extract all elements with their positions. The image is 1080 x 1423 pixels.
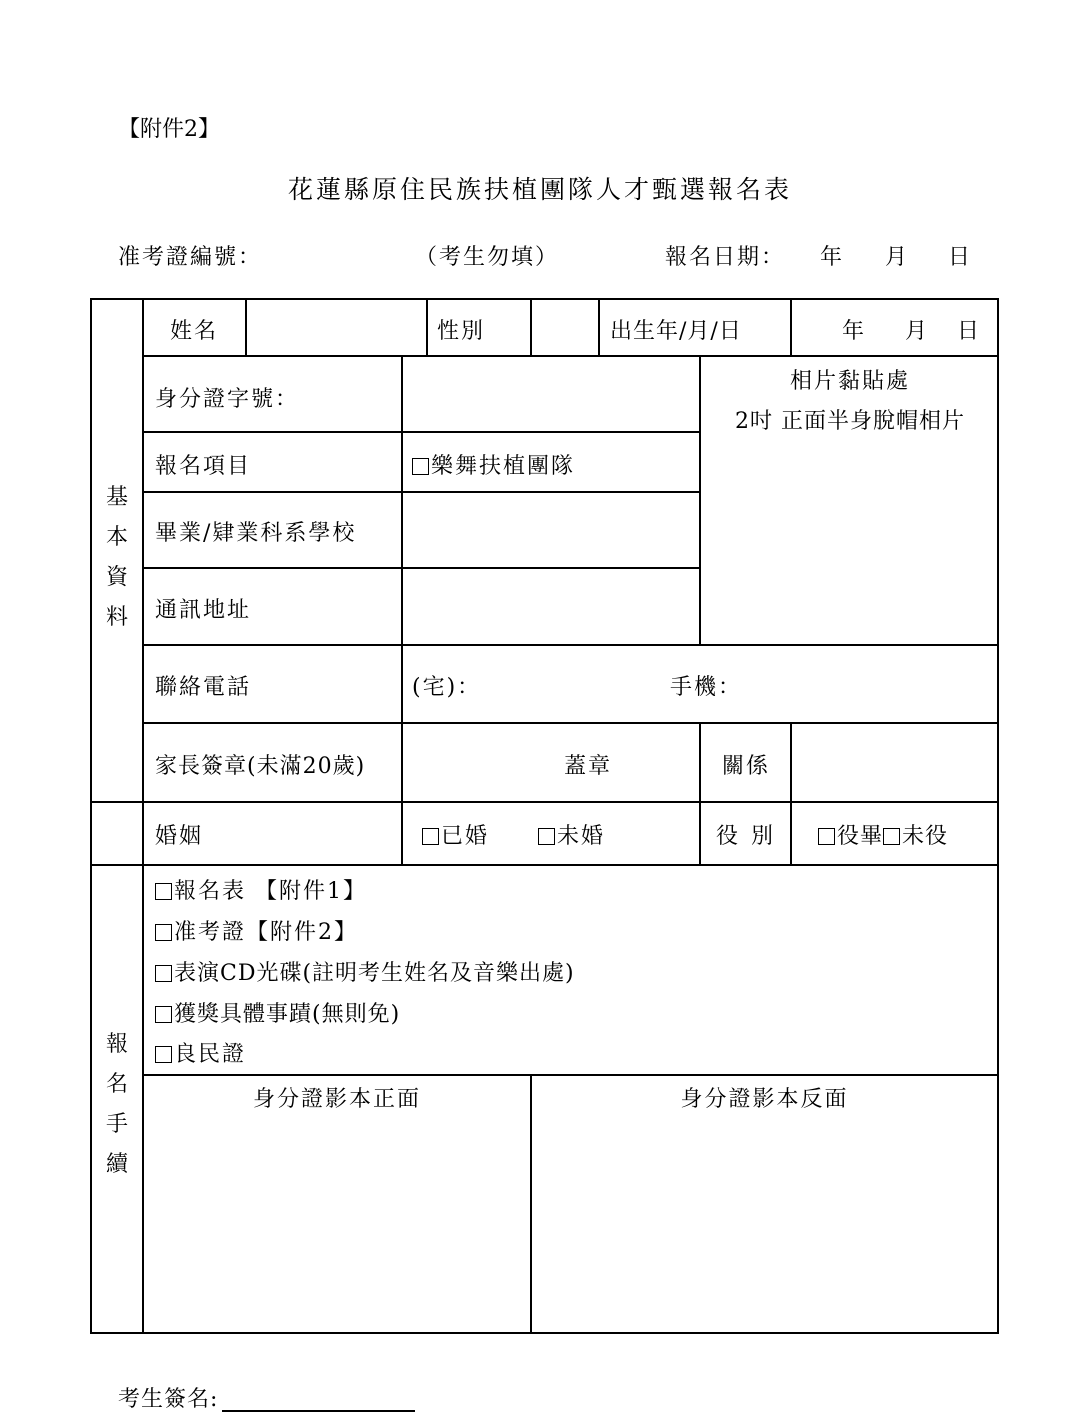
col-line <box>530 298 532 356</box>
col-line <box>699 722 701 865</box>
apply-date-label: 報名日期： <box>665 245 786 270</box>
section-char: 續 <box>105 1152 128 1177</box>
photo-placeholder-spec: 2吋 正面半身脫帽相片 <box>735 409 965 434</box>
checkbox[interactable] <box>883 828 900 845</box>
attachment-tag: 【附件2】 <box>118 117 220 142</box>
checkbox[interactable] <box>155 1046 172 1063</box>
table-border-bottom <box>90 1332 999 1334</box>
married-label: 已婚 <box>441 824 490 849</box>
col-line <box>598 298 600 356</box>
phone-label: 聯絡電話 <box>155 675 252 700</box>
address-field[interactable] <box>405 571 695 641</box>
section-char: 報 <box>105 1032 128 1057</box>
checklist-item[interactable] <box>155 1043 246 1067</box>
id-copy-back-area[interactable] <box>536 1120 993 1328</box>
checklist-item[interactable] <box>155 921 358 945</box>
table-border-right <box>997 298 999 1334</box>
name-label: 姓名 <box>170 319 219 344</box>
birth-month[interactable]: 月 <box>905 319 930 344</box>
table-border-top <box>90 298 999 300</box>
col-line <box>426 298 428 356</box>
mobile-phone-label: 手機： <box>670 675 743 700</box>
checklist-item-label: 良民證 <box>174 1042 247 1067</box>
checkbox[interactable] <box>412 458 429 475</box>
section-char: 本 <box>105 525 128 550</box>
id-copy-front-area[interactable] <box>146 1120 526 1328</box>
relation-label: 關係 <box>722 754 771 779</box>
checklist-item-label: 表演CD光碟(註明考生姓名及音樂出處) <box>174 961 575 986</box>
signature-label: 考生簽名: <box>118 1387 219 1412</box>
apply-item-option-label: 樂舞扶植團隊 <box>431 454 576 479</box>
home-phone-label: (宅)： <box>412 675 482 700</box>
col-line <box>245 298 247 356</box>
id-number-label: 身分證字號： <box>155 387 300 412</box>
school-field[interactable] <box>405 495 695 563</box>
unmarried-label: 未婚 <box>557 824 606 849</box>
unmarried-option[interactable] <box>538 825 605 849</box>
checklist-item-label: 報名表 【附件1】 <box>174 879 367 904</box>
birth-day: 日 <box>957 319 982 344</box>
checklist-item-label: 獲獎具體事蹟(無則免) <box>174 1002 401 1027</box>
section-char: 料 <box>105 605 128 630</box>
military-options <box>818 825 948 849</box>
apply-date-year: 年 <box>820 245 845 270</box>
checklist-item-label: 准考證【附件2】 <box>174 920 358 945</box>
signature-line[interactable] <box>222 1410 415 1412</box>
parent-signature-label: 家長簽章(未滿20歲) <box>155 754 366 779</box>
served-label: 役畢 <box>837 824 884 849</box>
apply-date-day: 日 <box>948 245 973 270</box>
col-line <box>530 1074 532 1334</box>
school-label: 畢業/肄業科系學校 <box>155 521 357 546</box>
page-title: 花蓮縣原住民族扶植團隊人才甄選報名表 <box>287 175 792 204</box>
row-line <box>142 1074 999 1076</box>
birth-year[interactable]: 年 <box>842 319 867 344</box>
col-line <box>790 722 792 865</box>
checkbox[interactable] <box>155 1006 172 1023</box>
marriage-label: 婚姻 <box>155 824 204 849</box>
apply-item-label: 報名項目 <box>155 454 252 479</box>
id-number-field[interactable] <box>405 359 695 427</box>
row-line <box>142 431 700 433</box>
row-line <box>142 355 999 357</box>
row-line <box>142 722 999 724</box>
photo-placeholder-title: 相片黏貼處 <box>789 369 910 394</box>
checklist-item[interactable] <box>155 880 367 904</box>
section-char: 資 <box>105 565 128 590</box>
col-line <box>699 355 701 645</box>
checklist-item[interactable] <box>155 1003 400 1027</box>
section-char: 基 <box>105 485 128 510</box>
gender-field[interactable] <box>534 302 594 352</box>
checkbox[interactable] <box>422 828 439 845</box>
address-label: 通訊地址 <box>155 598 252 623</box>
checkbox[interactable] <box>155 883 172 900</box>
row-line <box>142 567 700 569</box>
not-served-label: 未役 <box>902 824 949 849</box>
checkbox[interactable] <box>155 924 172 941</box>
military-service-label: 役 別 <box>716 824 776 849</box>
checkbox[interactable] <box>818 828 835 845</box>
col-line <box>790 298 792 356</box>
married-option[interactable] <box>422 825 489 849</box>
exam-number-label: 准考證編號： <box>118 245 263 270</box>
section-procedure-label <box>102 1025 132 1185</box>
name-field[interactable] <box>250 302 422 352</box>
section-column-divider <box>142 298 144 1334</box>
checkbox[interactable] <box>155 965 172 982</box>
checkbox[interactable] <box>538 828 555 845</box>
id-copy-back-label: 身分證影本反面 <box>680 1087 849 1112</box>
table-border-left <box>90 298 92 1334</box>
col-line <box>401 801 403 865</box>
seal-label: 蓋章 <box>564 754 613 779</box>
section-char: 手 <box>105 1112 128 1137</box>
col-line <box>401 355 403 804</box>
row-line <box>142 644 999 646</box>
apply-item-option[interactable] <box>412 455 575 479</box>
apply-date-month: 月 <box>885 245 910 270</box>
row-line <box>90 864 999 866</box>
section-char: 名 <box>105 1072 128 1097</box>
exam-number-note: （考生勿填） <box>415 245 560 270</box>
id-copy-front-label: 身分證影本正面 <box>252 1087 421 1112</box>
row-line <box>142 491 700 493</box>
section-basic-label <box>102 478 132 638</box>
relation-field[interactable] <box>794 726 993 798</box>
gender-label: 性別 <box>437 319 486 344</box>
checklist-item[interactable] <box>155 962 575 986</box>
birth-label: 出生年/月/日 <box>610 319 742 344</box>
row-line <box>90 801 999 803</box>
